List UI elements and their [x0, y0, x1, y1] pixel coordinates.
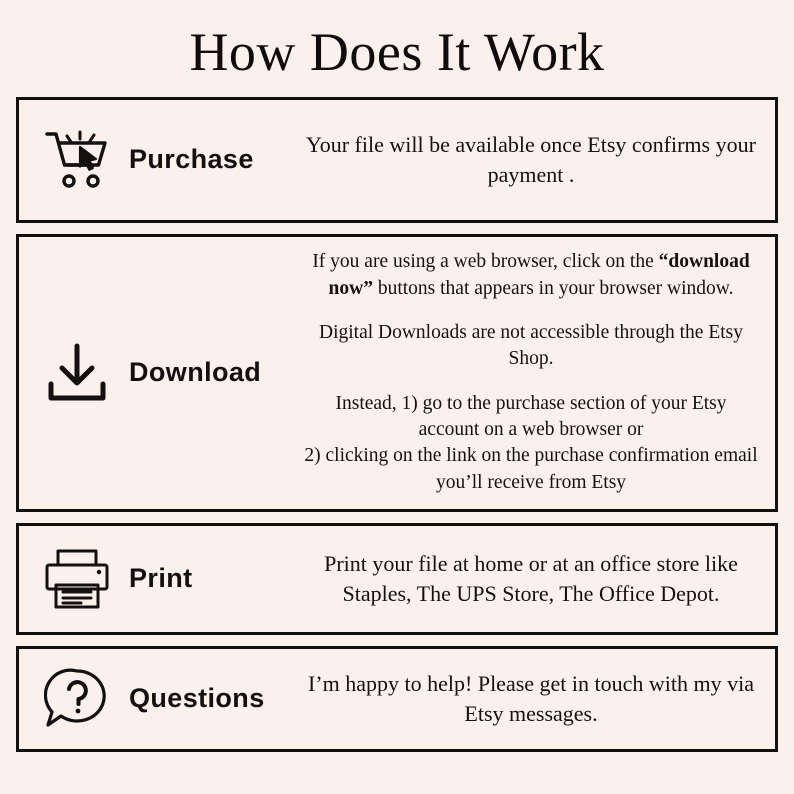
- questions-body: [297, 669, 765, 728]
- purchase-label: Purchase: [129, 144, 254, 175]
- section-print: [16, 523, 778, 635]
- print-text: Print your file at home or at an office store like Staples, The UPS Store, The Office Depot.: [324, 551, 738, 606]
- print-label-group: [29, 547, 297, 611]
- download-arrow-icon: [35, 340, 119, 406]
- sections-list: [16, 97, 778, 780]
- questions-label: Questions: [129, 683, 265, 714]
- download-text-4: 2) clicking on the link on the purchase confirmation email you’ll receive from Etsy: [304, 445, 758, 493]
- section-download: [16, 234, 778, 512]
- purchase-text: Your file will be available once Etsy confirms your payment .: [306, 132, 756, 187]
- printer-icon: [35, 547, 119, 611]
- purchase-label-group: [29, 129, 297, 191]
- download-text-1: [303, 249, 759, 302]
- print-label: Print: [129, 563, 193, 594]
- section-purchase: [16, 97, 778, 223]
- purchase-body: [297, 130, 765, 189]
- questions-label-group: [29, 667, 297, 731]
- download-body: [297, 249, 765, 496]
- download-label-group: [29, 340, 297, 406]
- download-text-2: Digital Downloads are not accessible through the Etsy Shop.: [318, 322, 744, 370]
- questions-text: I’m happy to help! Please get in touch with my via Etsy messages.: [307, 671, 754, 726]
- download-label: Download: [129, 357, 262, 388]
- download-bold-phrase: “download now”: [328, 251, 750, 299]
- print-body: [297, 549, 765, 608]
- download-text-1-part-a: If you are using a web browser, click on the: [312, 251, 659, 273]
- download-text-1-part-b: buttons that appears in your browser window.: [372, 277, 734, 299]
- question-mark-speech-bubble-icon: [35, 667, 119, 731]
- section-questions: [16, 646, 778, 752]
- shopping-cart-click-icon: [35, 129, 119, 191]
- download-text-3: Instead, 1) go to the purchase section of your Etsy account on a web browser or: [335, 392, 727, 440]
- page-title: How Does It Work: [189, 22, 605, 82]
